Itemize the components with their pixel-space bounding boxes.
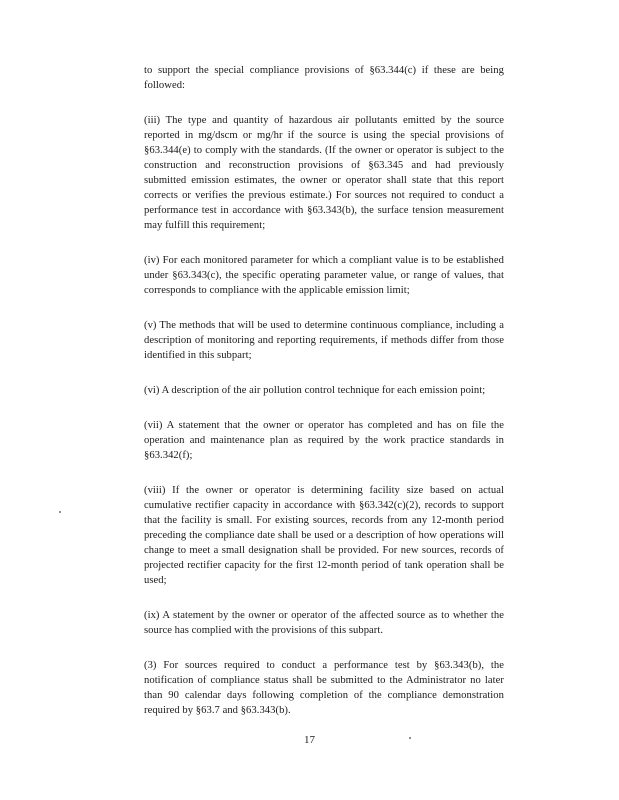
page-number: 17 bbox=[304, 734, 315, 746]
scan-speck bbox=[59, 511, 61, 513]
paragraph-item-3: (3) For sources required to conduct a performance test by §63.343(b), the notification of compliance status shall be submitted to the Administrator no later than 90 calendar days following completion of the compliance demonstration required by §63.7 and §63.343(b). bbox=[144, 660, 504, 716]
paragraph-item-vi: (vi) A description of the air pollution control technique for each emission point; bbox=[144, 385, 486, 396]
paragraph-item-viii: (viii) If the owner or operator is determining facility size based on actual cumulative rectifier capacity in accordance with §63.342(c)(2), records to support that the facility is small. For existing sources, records from any 12-month period preceding the compliance date shall be used or a description of how operations will change to meet a small designation shall be provided. For new sources, records of projected rectifier capacity for the first 12-month period of tank operation shall be used; bbox=[144, 485, 504, 586]
paragraph-item-iii: (iii) The type and quantity of hazardous air pollutants emitted by the source reported in mg/dscm or mg/hr if the source is using the special provisions of §63.344(e) to comply with the standards. (If the owner or operator is subject to the construction and reconstruction provisions of §63.345 and had previously submitted emission estimates, the owner or operator shall state that this report corrects or verifies the previous estimate.) For sources not required to conduct a performance test in accordance with §63.343(b), the surface tension measurement may fulfill this requirement; bbox=[144, 115, 504, 231]
paragraph-continuation: to support the special compliance provisions of §63.344(c) if these are being followed: bbox=[144, 65, 504, 91]
paragraph-item-ix: (ix) A statement by the owner or operator of the affected source as to whether the source has complied with the provisions of this subpart. bbox=[144, 610, 504, 636]
paragraph-item-iv: (iv) For each monitored parameter for which a compliant value is to be established under §63.343(c), the specific operating parameter value, or range of values, that corresponds to compliance with the applicable emission limit; bbox=[144, 255, 504, 296]
document-body bbox=[144, 63, 504, 738]
paragraph-item-vii: (vii) A statement that the owner or operator has completed and has on file the operation and maintenance plan as required by the work practice standards in §63.342(f); bbox=[144, 420, 504, 461]
paragraph-item-v: (v) The methods that will be used to determine continuous compliance, including a description of monitoring and reporting requirements, if methods differ from those identified in this subpart; bbox=[144, 320, 504, 361]
scan-speck bbox=[409, 737, 411, 739]
